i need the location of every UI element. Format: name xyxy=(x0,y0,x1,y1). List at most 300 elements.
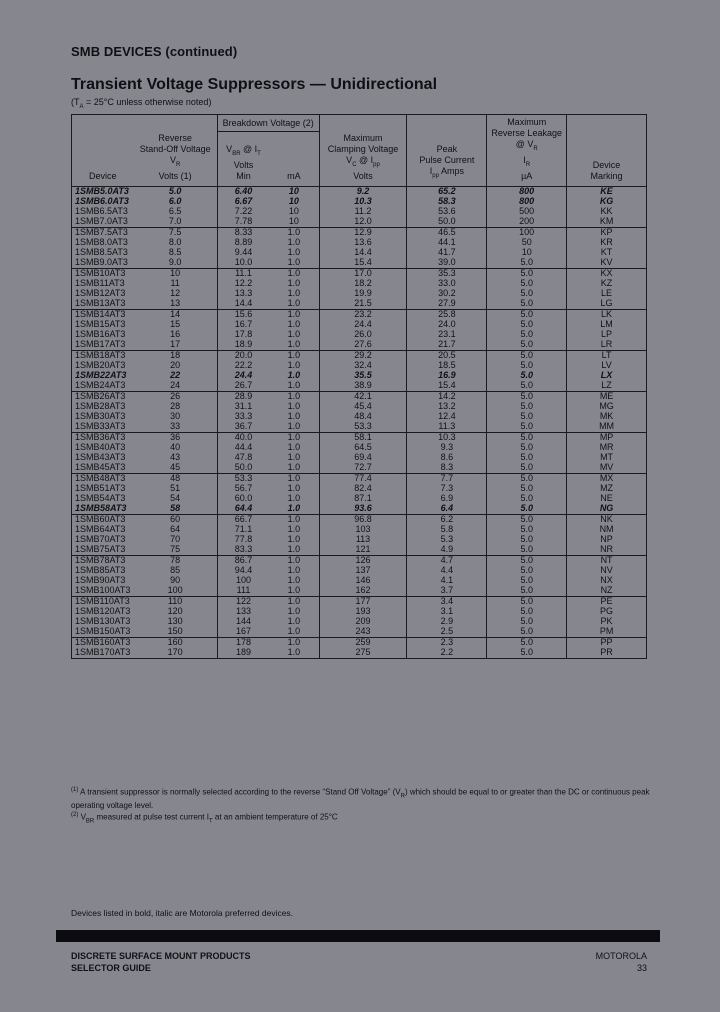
cell-device: 1SMB14AT3 xyxy=(72,309,134,320)
cell-test-current: 1.0 xyxy=(287,524,301,535)
table-row xyxy=(72,566,647,576)
cell-test-current: 1.0 xyxy=(287,626,301,637)
cell-marking: KR xyxy=(567,238,647,248)
table-row xyxy=(72,268,647,279)
table-row xyxy=(72,289,647,299)
cell-marking: PG xyxy=(567,607,647,617)
cell-standoff-voltage: 170 xyxy=(167,647,183,658)
cell-device: 1SMB8.5AT3 xyxy=(75,247,128,258)
cell-marking: PM xyxy=(567,627,647,638)
section-heading: SMB DEVICES (continued) xyxy=(71,44,238,59)
cell-standoff-voltage: 18 xyxy=(133,350,217,361)
table-row xyxy=(72,514,647,525)
cell-standoff-voltage: 85 xyxy=(170,565,181,576)
cell-leakage-current: 5.0 xyxy=(487,340,567,351)
cell-breakdown-voltage-min: 7.78 xyxy=(217,217,269,228)
cell-clamping-voltage: 177 xyxy=(319,596,407,607)
table-row xyxy=(72,391,647,402)
cell-device: 1SMB150AT3 xyxy=(75,626,131,637)
cell-device: 1SMB15AT3 xyxy=(75,319,126,330)
cell-peak-current: 3.7 xyxy=(407,586,487,597)
cell-marking: NM xyxy=(567,525,647,535)
cell-standoff-voltage: 110 xyxy=(133,596,217,607)
cell-standoff-voltage: 160 xyxy=(133,637,217,648)
cell-standoff-voltage: 24 xyxy=(170,380,181,391)
cell-peak-current: 11.3 xyxy=(407,422,487,433)
cell-standoff-voltage: 26 xyxy=(133,391,217,402)
cell-breakdown-voltage-min: 167 xyxy=(217,627,269,638)
cell-device: 1SMB78AT3 xyxy=(72,555,134,566)
cell-standoff-voltage: 8.0 xyxy=(168,237,182,248)
cell-standoff-voltage: 13 xyxy=(170,298,181,309)
cell-peak-current: 7.3 xyxy=(407,484,487,494)
cell-device: 1SMB11AT3 xyxy=(75,278,125,289)
cell-test-current: 1.0 xyxy=(287,452,301,463)
cell-leakage-current: 5.0 xyxy=(487,648,567,659)
cell-marking: LX xyxy=(567,371,647,381)
table-row xyxy=(72,238,647,248)
cell-breakdown-voltage-min: 133 xyxy=(217,607,269,617)
table-row xyxy=(72,504,647,515)
cell-marking: KM xyxy=(567,217,647,228)
cell-test-current: 1.0 xyxy=(287,278,301,289)
cell-device: 1SMB160AT3 xyxy=(72,637,134,648)
cell-clamping-voltage: 64.5 xyxy=(319,443,407,453)
cell-peak-current: 4.1 xyxy=(407,576,487,586)
cell-breakdown-voltage-min: 15.6 xyxy=(217,309,269,320)
cell-peak-current: 5.3 xyxy=(407,535,487,545)
cell-device: 1SMB24AT3 xyxy=(75,380,126,391)
cell-marking: KE xyxy=(567,186,647,197)
cell-test-current: 1.0 xyxy=(269,350,319,361)
cell-clamping-voltage: 18.2 xyxy=(319,279,407,289)
cell-test-current: 1.0 xyxy=(287,575,301,586)
cell-breakdown-voltage-min: 26.7 xyxy=(217,381,269,392)
cell-clamping-voltage: 275 xyxy=(319,648,407,659)
cell-clamping-voltage: 17.0 xyxy=(319,268,407,279)
cell-marking: LM xyxy=(567,320,647,330)
cell-peak-current: 10.3 xyxy=(407,432,487,443)
header-breakdown-group: Breakdown Voltage (2) xyxy=(217,115,319,132)
cell-leakage-current: 5.0 xyxy=(487,545,567,556)
cell-standoff-voltage: 60 xyxy=(133,514,217,525)
cell-test-current: 1.0 xyxy=(269,432,319,443)
cell-clamping-voltage: 103 xyxy=(319,525,407,535)
table-body xyxy=(72,186,647,658)
cell-device: 1SMB110AT3 xyxy=(72,596,134,607)
cell-device: 1SMB16AT3 xyxy=(75,329,126,340)
cell-leakage-current: 5.0 xyxy=(487,535,567,545)
cell-standoff-voltage: 36 xyxy=(133,432,217,443)
cell-leakage-current: 10 xyxy=(487,248,567,258)
cell-device: 1SMB48AT3 xyxy=(72,473,134,484)
cell-breakdown-voltage-min: 28.9 xyxy=(217,391,269,402)
footnote-2: $^{(2)}$ $V_{BR}$ measured at pulse test current $I_T$ at an ambient temperature of 25°C xyxy=(71,812,338,825)
cell-peak-current: 2.3 xyxy=(407,637,487,648)
cell-test-current: 1.0 xyxy=(269,555,319,566)
cell-peak-current: 16.9 xyxy=(407,371,487,381)
cell-clamping-voltage: 27.6 xyxy=(319,340,407,351)
cell-device: 1SMB100AT3 xyxy=(75,585,131,596)
cell-breakdown-voltage-min: 53.3 xyxy=(217,473,269,484)
cell-test-current: 1.0 xyxy=(269,596,319,607)
cell-device: 1SMB13AT3 xyxy=(75,298,126,309)
header-vbr-min: $V_{BR}$ @ $I_T$ Volts Min xyxy=(217,132,269,187)
table-row xyxy=(72,576,647,586)
cell-marking: MG xyxy=(567,402,647,412)
cell-leakage-current: 500 xyxy=(487,207,567,217)
cell-marking: MK xyxy=(567,412,647,422)
cell-peak-current: 2.5 xyxy=(407,627,487,638)
cell-leakage-current: 5.0 xyxy=(487,402,567,412)
cell-marking: PK xyxy=(567,617,647,627)
cell-standoff-voltage: 40 xyxy=(170,442,181,453)
table-row xyxy=(72,186,647,197)
cell-device: 1SMB36AT3 xyxy=(72,432,134,443)
cell-leakage-current: 5.0 xyxy=(487,514,567,525)
cell-test-current: 1.0 xyxy=(287,380,301,391)
cell-marking: MP xyxy=(567,432,647,443)
cell-test-current: 1.0 xyxy=(287,493,301,504)
cell-marking: ME xyxy=(567,391,647,402)
cell-standoff-voltage: 45 xyxy=(170,462,181,473)
cell-leakage-current: 5.0 xyxy=(487,350,567,361)
cell-leakage-current: 5.0 xyxy=(487,320,567,330)
cell-device: 1SMB51AT3 xyxy=(75,483,126,494)
cell-peak-current: 18.5 xyxy=(407,361,487,371)
cell-clamping-voltage: 259 xyxy=(319,637,407,648)
cell-marking: KX xyxy=(567,268,647,279)
cell-breakdown-voltage-min: 20.0 xyxy=(217,350,269,361)
cell-test-current: 1.0 xyxy=(287,237,301,248)
table-row xyxy=(72,596,647,607)
table-row xyxy=(72,545,647,556)
cell-marking: NT xyxy=(567,555,647,566)
cell-breakdown-voltage-min: 86.7 xyxy=(217,555,269,566)
cell-standoff-voltage: 20 xyxy=(170,360,181,371)
cell-breakdown-voltage-min: 22.2 xyxy=(217,361,269,371)
cell-test-current: 10 xyxy=(288,196,299,207)
cell-leakage-current: 5.0 xyxy=(487,617,567,627)
page-title: Transient Voltage Suppressors — Unidirectional xyxy=(71,76,438,93)
cell-peak-current: 50.0 xyxy=(407,217,487,228)
cell-marking: LG xyxy=(567,299,647,310)
cell-marking: PP xyxy=(567,637,647,648)
cell-device: 1SMB28AT3 xyxy=(75,401,126,412)
cell-device: 1SMB33AT3 xyxy=(75,421,126,432)
cell-clamping-voltage: 26.0 xyxy=(319,330,407,340)
cell-device: 1SMB170AT3 xyxy=(75,647,131,658)
cell-test-current: 1.0 xyxy=(287,411,301,422)
cell-marking: NP xyxy=(567,535,647,545)
cell-marking: LR xyxy=(567,340,647,351)
cell-leakage-current: 5.0 xyxy=(487,443,567,453)
cell-test-current: 10 xyxy=(288,216,299,227)
cell-marking: LZ xyxy=(567,381,647,392)
cell-clamping-voltage: 93.6 xyxy=(319,504,407,515)
table-row xyxy=(72,607,647,617)
cell-test-current: 1.0 xyxy=(287,247,301,258)
cell-peak-current: 35.3 xyxy=(407,268,487,279)
cell-test-current: 1.0 xyxy=(287,585,301,596)
cell-leakage-current: 5.0 xyxy=(487,576,567,586)
cell-test-current: 1.0 xyxy=(287,329,301,340)
cell-standoff-voltage: 9.0 xyxy=(168,257,182,268)
cell-peak-current: 41.7 xyxy=(407,248,487,258)
cell-breakdown-voltage-min: 14.4 xyxy=(217,299,269,310)
cell-peak-current: 33.0 xyxy=(407,279,487,289)
cell-clamping-voltage: 96.8 xyxy=(319,514,407,525)
table-row xyxy=(72,555,647,566)
cell-breakdown-voltage-min: 11.1 xyxy=(217,268,269,279)
cell-breakdown-voltage-min: 47.8 xyxy=(217,453,269,463)
cell-clamping-voltage: 113 xyxy=(319,535,407,545)
cell-device: 1SMB58AT3 xyxy=(75,503,127,514)
cell-marking: NV xyxy=(567,566,647,576)
table-row xyxy=(72,443,647,453)
cell-leakage-current: 5.0 xyxy=(487,309,567,320)
cell-clamping-voltage: 12.9 xyxy=(319,227,407,238)
cell-test-current: 1.0 xyxy=(287,616,301,627)
cell-marking: NZ xyxy=(567,586,647,597)
cell-standoff-voltage: 90 xyxy=(170,575,181,586)
table-row xyxy=(72,197,647,207)
cell-breakdown-voltage-min: 16.7 xyxy=(217,320,269,330)
conditions-note: ($T_A = 25^\circ C$ unless otherwise noted) xyxy=(71,97,212,110)
cell-device: 1SMB18AT3 xyxy=(72,350,134,361)
cell-test-current: 1.0 xyxy=(269,637,319,648)
cell-clamping-voltage: 38.9 xyxy=(319,381,407,392)
cell-clamping-voltage: 21.5 xyxy=(319,299,407,310)
cell-standoff-voltage: 120 xyxy=(167,606,183,617)
cell-leakage-current: 5.0 xyxy=(487,381,567,392)
cell-test-current: 10 xyxy=(288,206,299,217)
cell-marking: MX xyxy=(567,473,647,484)
cell-peak-current: 44.1 xyxy=(407,238,487,248)
cell-device: 1SMB75AT3 xyxy=(75,544,126,555)
cell-clamping-voltage: 32.4 xyxy=(319,361,407,371)
cell-peak-current: 24.0 xyxy=(407,320,487,330)
cell-marking: KT xyxy=(567,248,647,258)
cell-test-current: 1.0 xyxy=(269,514,319,525)
cell-leakage-current: 5.0 xyxy=(487,473,567,484)
cell-peak-current: 25.8 xyxy=(407,309,487,320)
cell-clamping-voltage: 162 xyxy=(319,586,407,597)
cell-standoff-voltage: 7.5 xyxy=(133,227,217,238)
cell-clamping-voltage: 58.1 xyxy=(319,432,407,443)
footer-rule xyxy=(56,930,660,942)
cell-standoff-voltage: 30 xyxy=(170,411,181,422)
cell-peak-current: 27.9 xyxy=(407,299,487,310)
cell-breakdown-voltage-min: 36.7 xyxy=(217,422,269,433)
cell-test-current: 1.0 xyxy=(287,544,301,555)
cell-marking: KV xyxy=(567,258,647,269)
cell-test-current: 1.0 xyxy=(287,298,301,309)
cell-peak-current: 6.4 xyxy=(407,504,487,515)
table-row xyxy=(72,207,647,217)
cell-peak-current: 23.1 xyxy=(407,330,487,340)
cell-leakage-current: 5.0 xyxy=(487,494,567,504)
table-row xyxy=(72,279,647,289)
cell-marking: LT xyxy=(567,350,647,361)
cell-breakdown-voltage-min: 40.0 xyxy=(217,432,269,443)
cell-device: 1SMB12AT3 xyxy=(75,288,126,299)
cell-clamping-voltage: 35.5 xyxy=(319,371,407,381)
cell-peak-current: 53.6 xyxy=(407,207,487,217)
cell-clamping-voltage: 24.4 xyxy=(319,320,407,330)
cell-marking: NX xyxy=(567,576,647,586)
cell-standoff-voltage: 14 xyxy=(133,309,217,320)
cell-leakage-current: 5.0 xyxy=(487,525,567,535)
cell-marking: LK xyxy=(567,309,647,320)
cell-device: 1SMB60AT3 xyxy=(72,514,134,525)
cell-clamping-voltage: 193 xyxy=(319,607,407,617)
cell-peak-current: 21.7 xyxy=(407,340,487,351)
cell-clamping-voltage: 146 xyxy=(319,576,407,586)
cell-standoff-voltage: 28 xyxy=(170,401,181,412)
cell-leakage-current: 50 xyxy=(487,238,567,248)
cell-standoff-voltage: 33 xyxy=(170,421,181,432)
cell-breakdown-voltage-min: 144 xyxy=(217,617,269,627)
table-row xyxy=(72,617,647,627)
cell-breakdown-voltage-min: 178 xyxy=(217,637,269,648)
cell-leakage-current: 5.0 xyxy=(487,484,567,494)
cell-breakdown-voltage-min: 7.22 xyxy=(217,207,269,217)
cell-peak-current: 14.2 xyxy=(407,391,487,402)
cell-marking: LE xyxy=(567,289,647,299)
cell-leakage-current: 5.0 xyxy=(487,289,567,299)
footer-right xyxy=(540,950,647,974)
cell-standoff-voltage: 5.0 xyxy=(168,186,182,197)
cell-peak-current: 8.3 xyxy=(407,463,487,474)
page-number: 33 xyxy=(636,963,647,973)
table-row xyxy=(72,535,647,545)
table-row xyxy=(72,217,647,228)
cell-clamping-voltage: 45.4 xyxy=(319,402,407,412)
cell-breakdown-voltage-min: 12.2 xyxy=(217,279,269,289)
cell-device: 1SMB45AT3 xyxy=(75,462,126,473)
cell-marking: MR xyxy=(567,443,647,453)
cell-leakage-current: 800 xyxy=(487,197,567,207)
cell-peak-current: 7.7 xyxy=(407,473,487,484)
cell-test-current: 1.0 xyxy=(287,647,301,658)
cell-peak-current: 65.2 xyxy=(407,186,487,197)
table-row xyxy=(72,484,647,494)
cell-clamping-voltage: 72.7 xyxy=(319,463,407,474)
cell-test-current: 1.0 xyxy=(269,227,319,238)
cell-marking: MM xyxy=(567,422,647,433)
cell-breakdown-voltage-min: 17.8 xyxy=(217,330,269,340)
cell-leakage-current: 5.0 xyxy=(487,371,567,381)
cell-standoff-voltage: 6.5 xyxy=(168,206,182,217)
cell-standoff-voltage: 17 xyxy=(170,339,181,350)
cell-breakdown-voltage-min: 6.67 xyxy=(217,197,269,207)
cell-marking: MT xyxy=(567,453,647,463)
header-reverse-leakage: Maximum Reverse Leakage @ $V_R$ $I_R$ µA xyxy=(487,115,567,187)
cell-test-current: 1.0 xyxy=(269,391,319,402)
cell-leakage-current: 5.0 xyxy=(487,586,567,597)
cell-leakage-current: 5.0 xyxy=(487,330,567,340)
cell-clamping-voltage: 53.3 xyxy=(319,422,407,433)
cell-test-current: 1.0 xyxy=(287,339,301,350)
cell-test-current: 1.0 xyxy=(287,442,301,453)
cell-leakage-current: 5.0 xyxy=(487,412,567,422)
cell-standoff-voltage: 48 xyxy=(133,473,217,484)
table-row xyxy=(72,258,647,269)
cell-device: 1SMB64AT3 xyxy=(75,524,126,535)
cell-breakdown-voltage-min: 100 xyxy=(217,576,269,586)
cell-device: 1SMB120AT3 xyxy=(75,606,131,617)
cell-standoff-voltage: 51 xyxy=(170,483,181,494)
cell-standoff-voltage: 7.0 xyxy=(168,216,182,227)
cell-standoff-voltage: 78 xyxy=(133,555,217,566)
table-row xyxy=(72,320,647,330)
table-row xyxy=(72,412,647,422)
tvs-spec-table xyxy=(71,114,647,659)
footnote-1: $^{(1)}$ A transient suppressor is normally selected according to the reverse “Stand Off Voltage” $(V_R)$ which should be equal to or greater than the DC or continuous peak operating voltage level. xyxy=(71,787,650,811)
cell-device: 1SMB54AT3 xyxy=(75,493,126,504)
cell-clamping-voltage: 15.4 xyxy=(319,258,407,269)
cell-test-current: 1.0 xyxy=(287,288,301,299)
cell-leakage-current: 5.0 xyxy=(487,555,567,566)
table-row xyxy=(72,227,647,238)
cell-leakage-current: 5.0 xyxy=(487,361,567,371)
cell-test-current: 1.0 xyxy=(287,319,301,330)
cell-leakage-current: 200 xyxy=(487,217,567,228)
cell-leakage-current: 5.0 xyxy=(487,299,567,310)
cell-device: 1SMB30AT3 xyxy=(75,411,126,422)
table-row xyxy=(72,381,647,392)
cell-standoff-voltage: 150 xyxy=(167,626,183,637)
table-row xyxy=(72,299,647,310)
cell-standoff-voltage: 54 xyxy=(170,493,181,504)
cell-leakage-current: 5.0 xyxy=(487,463,567,474)
cell-peak-current: 46.5 xyxy=(407,227,487,238)
cell-peak-current: 39.0 xyxy=(407,258,487,269)
cell-leakage-current: 5.0 xyxy=(487,637,567,648)
header-reverse-standoff: Reverse Stand-Off Voltage $V_R$ Volts (1) xyxy=(133,115,217,187)
cell-standoff-voltage: 11 xyxy=(170,278,180,289)
cell-clamping-voltage: 29.2 xyxy=(319,350,407,361)
cell-marking: KK xyxy=(567,207,647,217)
cell-test-current: 1.0 xyxy=(269,268,319,279)
table-row xyxy=(72,627,647,638)
cell-peak-current: 12.4 xyxy=(407,412,487,422)
cell-device: 1SMB70AT3 xyxy=(75,534,126,545)
cell-leakage-current: 5.0 xyxy=(487,627,567,638)
cell-marking: KZ xyxy=(567,279,647,289)
cell-device: 1SMB7.0AT3 xyxy=(75,216,128,227)
cell-clamping-voltage: 13.6 xyxy=(319,238,407,248)
cell-marking: KP xyxy=(567,227,647,238)
cell-breakdown-voltage-min: 64.4 xyxy=(217,504,269,515)
cell-marking: PE xyxy=(567,596,647,607)
header-peak-current: Peak Pulse Current $I_{pp}$ Amps xyxy=(407,115,487,187)
cell-leakage-current: 5.0 xyxy=(487,566,567,576)
cell-peak-current: 20.5 xyxy=(407,350,487,361)
cell-breakdown-voltage-min: 8.33 xyxy=(217,227,269,238)
preferred-devices-legend: Devices listed in bold, italic are Motorola preferred devices. xyxy=(71,908,294,918)
cell-peak-current: 6.9 xyxy=(407,494,487,504)
cell-peak-current: 58.3 xyxy=(407,197,487,207)
cell-standoff-voltage: 8.5 xyxy=(168,247,182,258)
cell-test-current: 1.0 xyxy=(287,257,301,268)
cell-device: 1SMB43AT3 xyxy=(75,452,126,463)
cell-marking: LP xyxy=(567,330,647,340)
cell-device: 1SMB9.0AT3 xyxy=(75,257,128,268)
cell-device: 1SMB6.0AT3 xyxy=(75,196,129,207)
cell-device: 1SMB130AT3 xyxy=(75,616,131,627)
